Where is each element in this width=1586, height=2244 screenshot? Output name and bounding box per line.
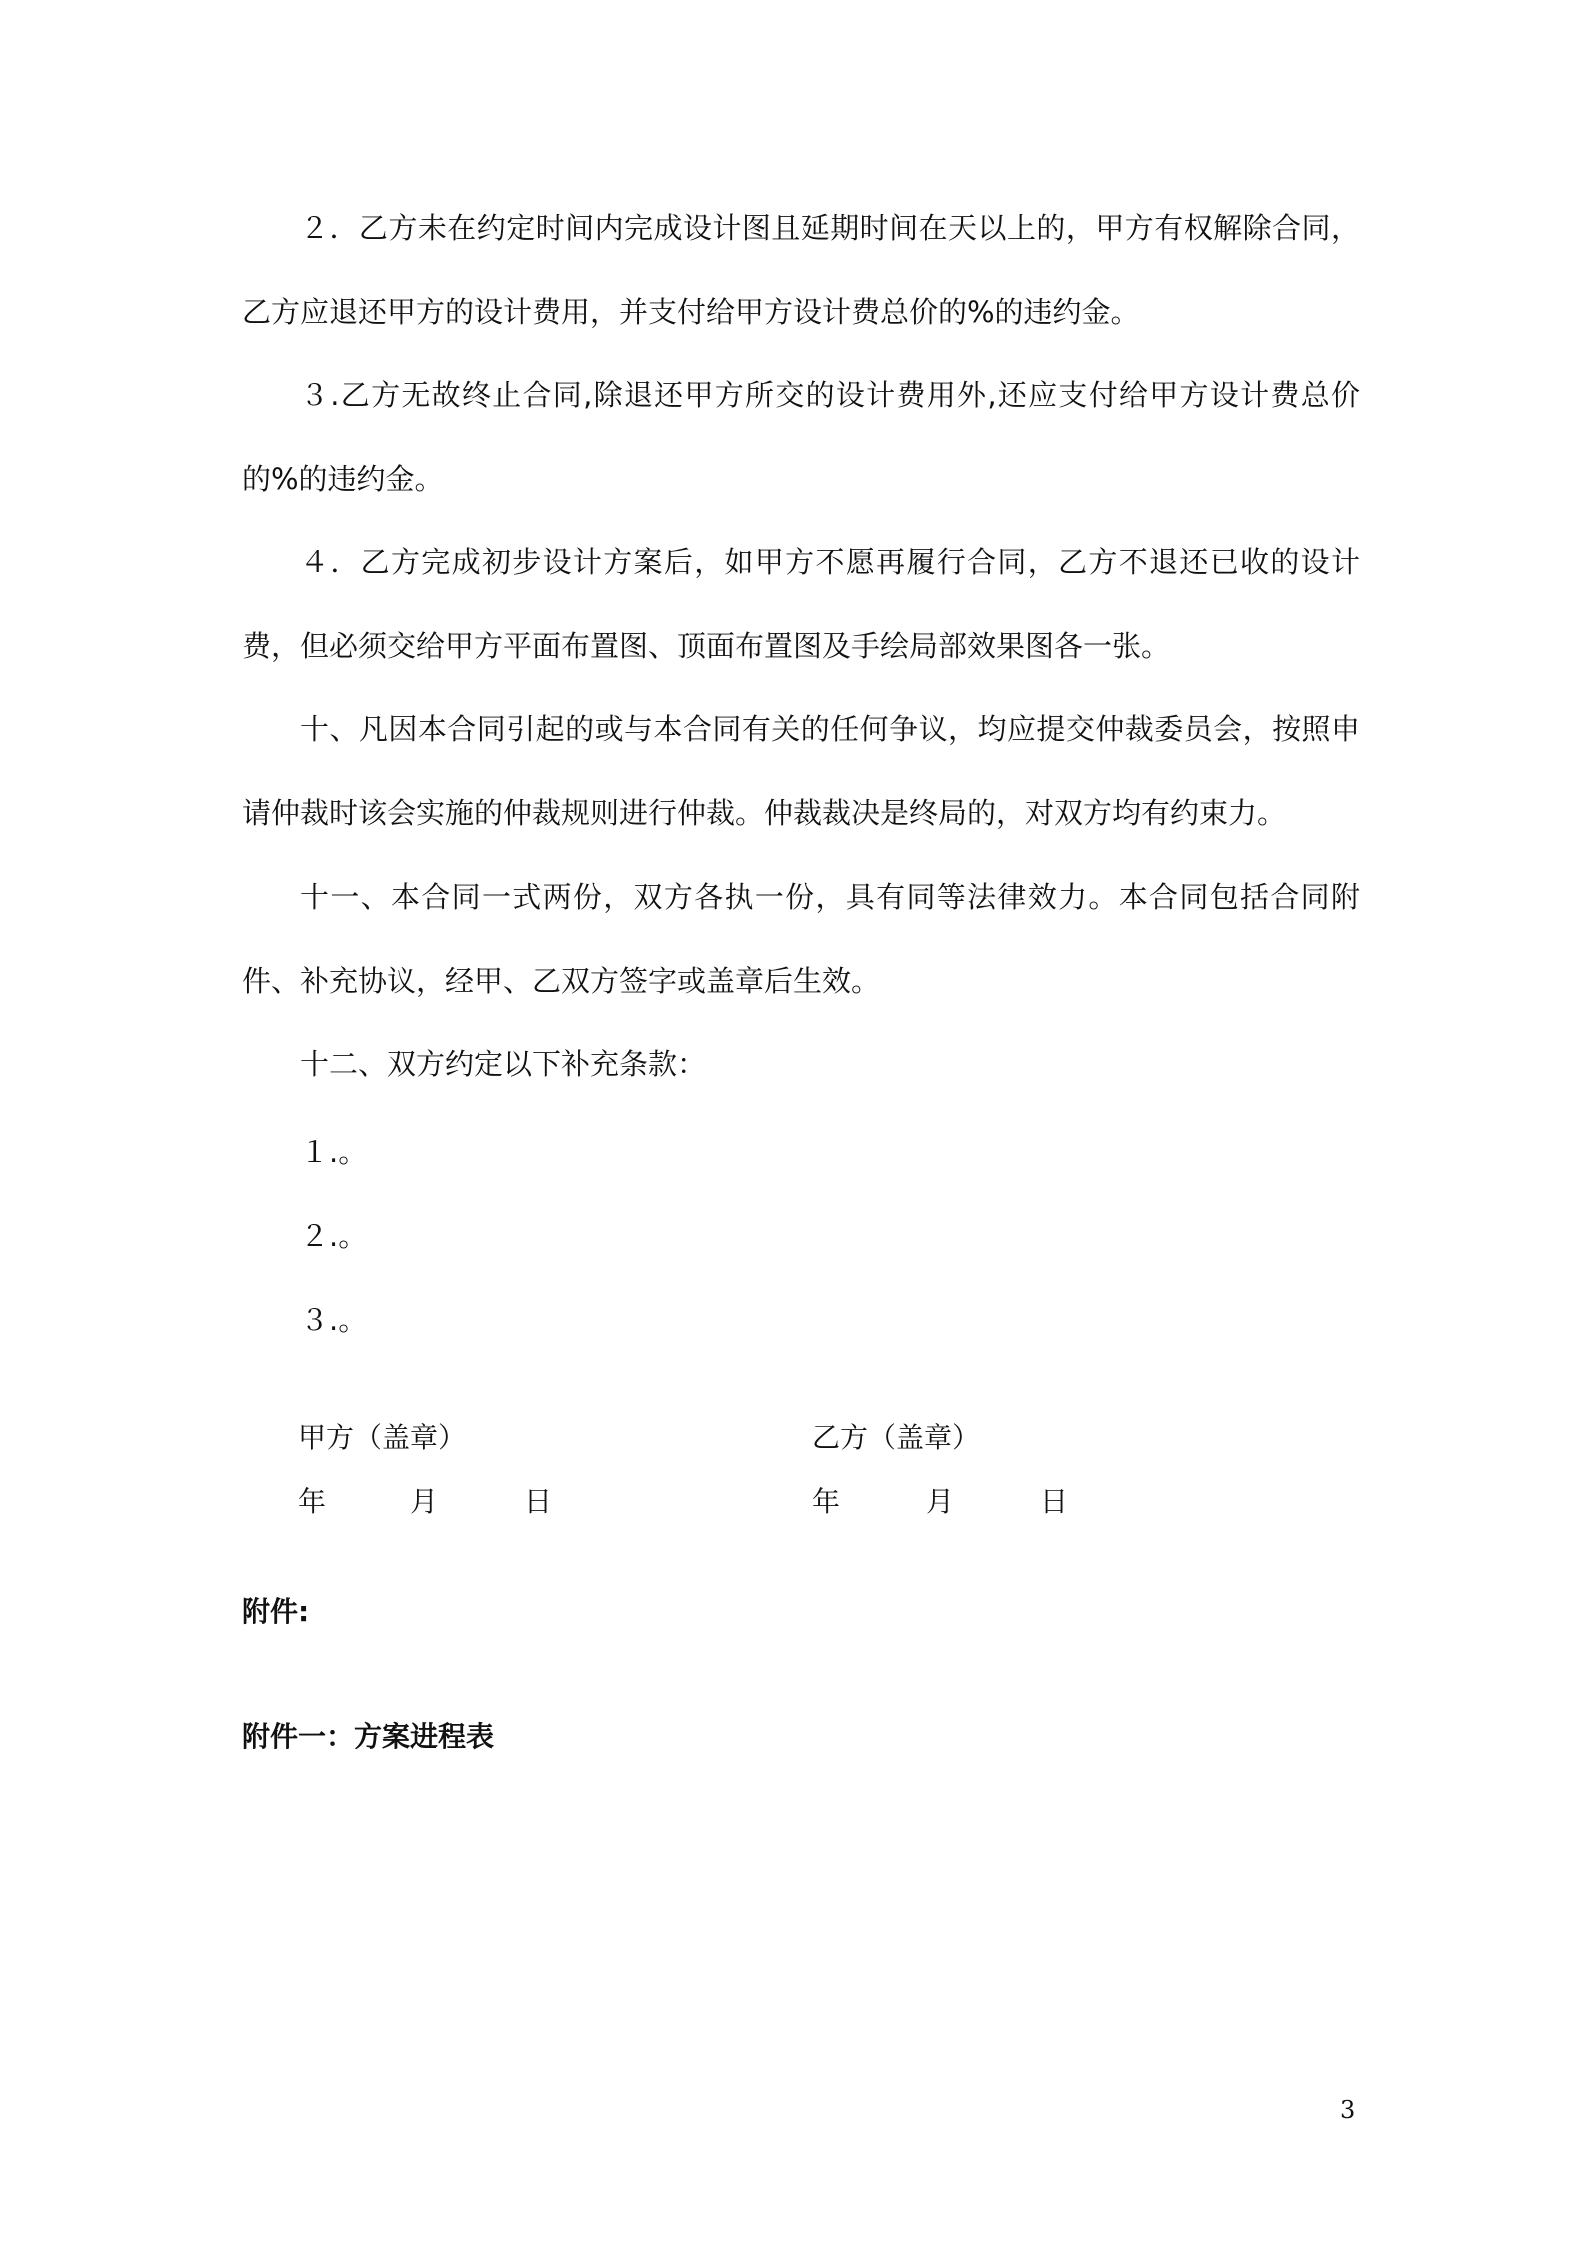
- supplementary-item: ３.。: [300, 1303, 368, 1337]
- party-b-year: 年: [812, 1485, 841, 1518]
- clause-paragraph: 十一、本合同一式两份，双方各执一份，具有同等法律效力。本合同包括合同附件、补充协议，经甲、乙双方签字或盖章后生效。: [242, 880, 1360, 998]
- clause-paragraph: 十、凡因本合同引起的或与本合同有关的任何争议，均应提交仲裁委员会，按照申请仲裁时该会实施的仲裁规则进行仲裁。仲裁裁决是终局的，对双方均有约束力。: [242, 712, 1360, 830]
- party-a-month: 月: [410, 1485, 439, 1518]
- party-b-month: 月: [926, 1485, 955, 1518]
- supplementary-item: ２.。: [300, 1219, 368, 1253]
- supplementary-item: １.。: [300, 1135, 368, 1169]
- clause-paragraph: ２．乙方未在约定时间内完成设计图且延期时间在天以上的，甲方有权解除合同，乙方应退还甲方的设计费用，并支付给甲方设计费总价的%的违约金。: [242, 211, 1360, 329]
- attachment-one-title: 附件一：方案进程表: [242, 1720, 495, 1753]
- party-a-year: 年: [298, 1485, 327, 1518]
- clause-paragraph: ４．乙方完成初步设计方案后，如甲方不愿再履行合同，乙方不退还已收的设计费，但必须交给甲方平面布置图、顶面布置图及手绘局部效果图各一张。: [242, 545, 1360, 663]
- clause-paragraph: 十二、双方约定以下补充条款：: [300, 1047, 707, 1081]
- party-b-seal-label: 乙方（盖章）: [812, 1421, 981, 1454]
- party-a-day: 日: [524, 1485, 553, 1518]
- party-b-day: 日: [1040, 1485, 1069, 1518]
- attachments-heading: 附件:: [242, 1595, 310, 1628]
- page-number: 3: [1340, 2096, 1356, 2124]
- clause-paragraph: ３.乙方无故终止合同,除退还甲方所交的设计费用外,还应支付给甲方设计费总价的%的违约金。: [242, 378, 1360, 496]
- party-a-seal-label: 甲方（盖章）: [298, 1421, 467, 1454]
